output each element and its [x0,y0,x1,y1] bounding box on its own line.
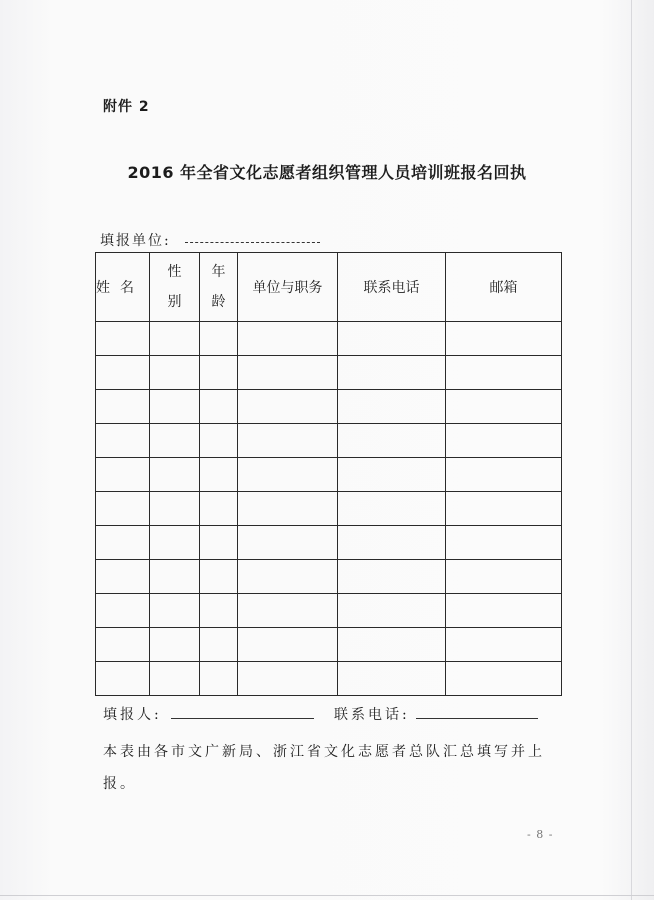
cell-phone[interactable] [338,594,446,628]
cell-email[interactable] [446,390,562,424]
cell-gender[interactable] [150,662,200,696]
cell-phone[interactable] [338,628,446,662]
cell-gender[interactable] [150,322,200,356]
cell-age[interactable] [200,322,238,356]
header-gender-top: 性 [167,264,182,280]
cell-age[interactable] [200,356,238,390]
page-number: - 8 - [527,828,554,841]
page-edge-bottom [0,895,654,896]
cell-age[interactable] [200,424,238,458]
cell-unit-position[interactable] [238,424,338,458]
cell-unit-position[interactable] [238,526,338,560]
table-row [96,356,562,390]
cell-phone[interactable] [338,356,446,390]
cell-name[interactable] [96,628,150,662]
header-unit-position: 单位与职务 [238,253,338,322]
cell-email[interactable] [446,424,562,458]
header-email: 邮箱 [446,253,562,322]
cell-name[interactable] [96,662,150,696]
header-name: 姓名 [96,253,150,322]
cell-name[interactable] [96,594,150,628]
cell-unit-position[interactable] [238,492,338,526]
cell-age[interactable] [200,390,238,424]
cell-gender[interactable] [150,356,200,390]
cell-age[interactable] [200,594,238,628]
cell-age[interactable] [200,560,238,594]
cell-age[interactable] [200,458,238,492]
cell-email[interactable] [446,458,562,492]
table-row [96,390,562,424]
cell-email[interactable] [446,560,562,594]
cell-gender[interactable] [150,458,200,492]
unit-field-label: 填报单位: [100,233,171,249]
table-row [96,526,562,560]
cell-phone[interactable] [338,492,446,526]
cell-gender[interactable] [150,526,200,560]
cell-unit-position[interactable] [238,662,338,696]
phone-label: 联系电话: [334,707,410,723]
cell-gender[interactable] [150,628,200,662]
cell-age[interactable] [200,526,238,560]
cell-email[interactable] [446,492,562,526]
table-row [96,662,562,696]
page-edge-right [631,0,632,900]
header-gender [150,253,200,322]
cell-unit-position[interactable] [238,356,338,390]
cell-email[interactable] [446,662,562,696]
cell-unit-position[interactable] [238,390,338,424]
document-title: 2016 年全省文化志愿者组织管理人员培训班报名回执 [127,163,527,182]
cell-name[interactable] [96,526,150,560]
cell-phone[interactable] [338,560,446,594]
reporter-label: 填报人: [103,707,162,723]
cell-gender[interactable] [150,560,200,594]
cell-name[interactable] [96,356,150,390]
cell-unit-position[interactable] [238,560,338,594]
table-body [96,322,562,696]
unit-field-blank[interactable] [185,242,320,243]
cell-gender[interactable] [150,492,200,526]
table-header-row [96,253,562,322]
cell-phone[interactable] [338,424,446,458]
cell-gender[interactable] [150,390,200,424]
header-gender-bottom: 别 [167,294,182,310]
cell-name[interactable] [96,492,150,526]
cell-unit-position[interactable] [238,322,338,356]
cell-phone[interactable] [338,526,446,560]
cell-email[interactable] [446,322,562,356]
cell-age[interactable] [200,628,238,662]
cell-email[interactable] [446,356,562,390]
cell-unit-position[interactable] [238,594,338,628]
cell-age[interactable] [200,662,238,696]
submission-note: 本表由各市文广新局、浙江省文化志愿者总队汇总填写并上报。 [103,744,545,792]
header-age-top: 年 [211,264,226,280]
cell-phone[interactable] [338,322,446,356]
cell-email[interactable] [446,628,562,662]
cell-phone[interactable] [338,662,446,696]
attachment-label: 附件 2 [103,99,150,115]
reporter-blank[interactable] [171,718,314,719]
table-row [96,560,562,594]
cell-unit-position[interactable] [238,458,338,492]
cell-name[interactable] [96,458,150,492]
phone-blank[interactable] [416,718,538,719]
table-row [96,594,562,628]
table-row [96,322,562,356]
cell-name[interactable] [96,424,150,458]
table-row [96,628,562,662]
cell-email[interactable] [446,594,562,628]
cell-phone[interactable] [338,458,446,492]
cell-unit-position[interactable] [238,628,338,662]
cell-name[interactable] [96,322,150,356]
table-row [96,492,562,526]
cell-email[interactable] [446,526,562,560]
cell-gender[interactable] [150,594,200,628]
registration-table [95,252,562,696]
header-phone: 联系电话 [338,253,446,322]
table-row [96,424,562,458]
header-age-bottom: 龄 [211,294,226,310]
header-age [200,253,238,322]
cell-phone[interactable] [338,390,446,424]
table-row [96,458,562,492]
cell-name[interactable] [96,560,150,594]
cell-name[interactable] [96,390,150,424]
cell-gender[interactable] [150,424,200,458]
cell-age[interactable] [200,492,238,526]
